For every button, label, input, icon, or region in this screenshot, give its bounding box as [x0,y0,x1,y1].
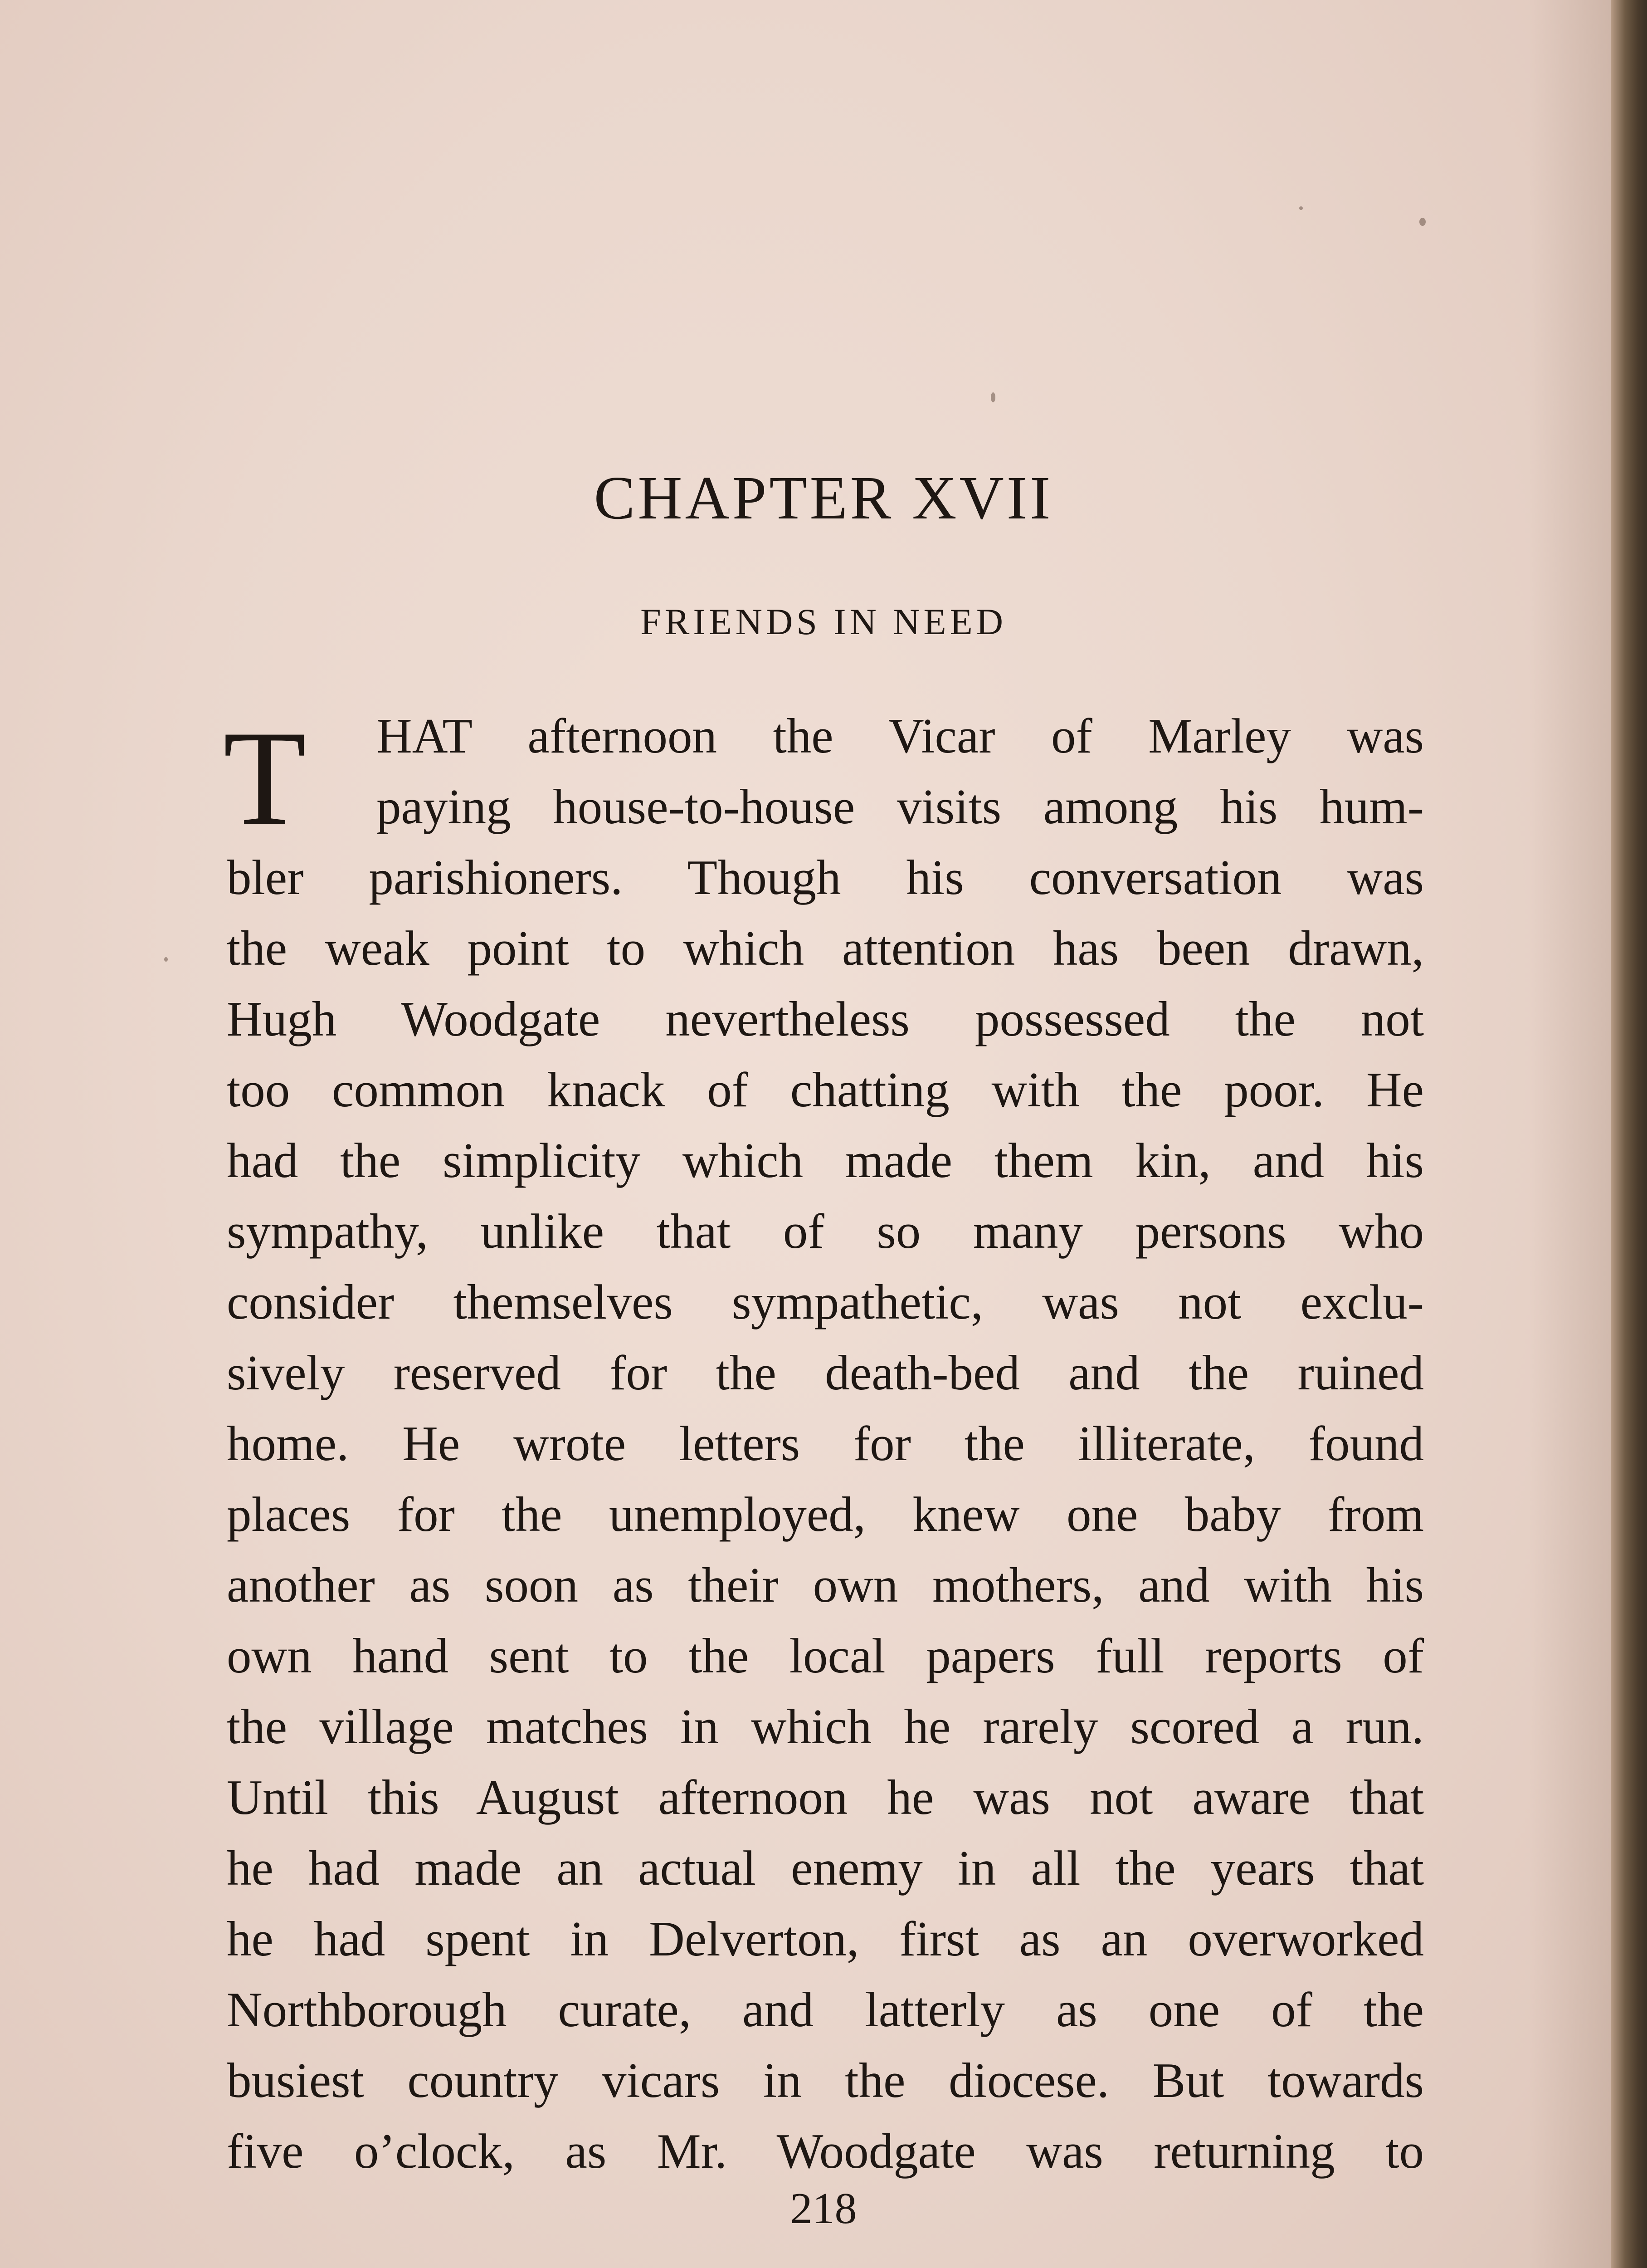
book-binding-edge [1611,0,1647,2268]
paper-speck [164,957,168,962]
opening-paragraph-start [223,701,1424,853]
text-line: Hugh Woodgate nevertheless possessed the not [227,992,1424,1046]
text-line: he had made an actual enemy in all the years that [227,1841,1424,1896]
text-line: five o’clock, as Mr. Woodgate was returning to [227,2124,1424,2179]
drop-cap: T [223,703,307,853]
text-line: places for the unemployed, knew one baby from [227,1487,1424,1542]
text-line: had the simplicity which made them kin, and his [227,1133,1424,1188]
paper-speck [1419,218,1426,226]
text-line: another as soon as their own mothers, and with his [227,1558,1424,1613]
text-line: Until this August afternoon he was not aware that [227,1770,1424,1825]
text-line: sively reserved for the death-bed and the ruined [227,1345,1424,1400]
text-line: he had spent in Delverton, first as an overworked [227,1911,1424,1966]
text-line: the village matches in which he rarely scored a run. [227,1699,1424,1754]
chapter-title: CHAPTER XVII [594,464,1053,532]
text-line: sympathy, unlike that of so many persons who [227,1204,1424,1259]
text-line: home. He wrote letters for the illiterate, found [227,1416,1424,1471]
text-line: bler parishioners. Though his conversation was [227,850,1424,905]
binding-shadow [1529,0,1611,2268]
text-line: consider themselves sympathetic, was not exclu- [227,1275,1424,1330]
paper-speck [991,392,995,402]
text-line: HAT afternoon the Vicar of Marley was [376,709,1424,763]
page-number: 218 [790,2184,857,2233]
chapter-body [223,701,1424,2187]
text-line: own hand sent to the local papers full reports of [227,1628,1424,1683]
text-line: busiest country vicars in the diocese. But towards [227,2053,1424,2108]
text-line: Northborough curate, and latterly as one of the [227,1982,1424,2037]
text-line: too common knack of chatting with the poor. He [227,1062,1424,1117]
text-line: paying house-to-house visits among his hum- [376,779,1424,834]
paper-speck [1299,206,1303,210]
text-line: the weak point to which attention has been drawn, [227,921,1424,976]
chapter-subtitle: FRIENDS IN NEED [640,601,1007,642]
